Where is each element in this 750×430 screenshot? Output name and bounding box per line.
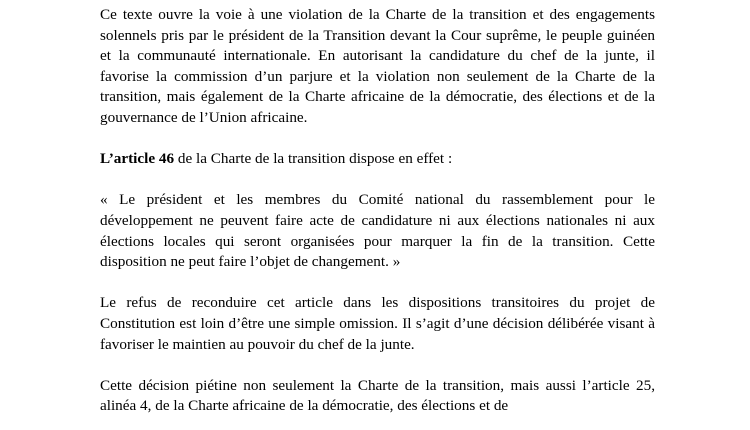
paragraph-text: Ce texte ouvre la voie à une violation de la Charte de la transition et des engagements solennels pris par le président de la Transition devant la Cour suprême, le peuple guinéen et la communauté internationale. En autorisant la candidature du chef de la junte, il favorise la commission d’un parjure et la violation non seulement de la Charte de la transition, mais également de la Charte africaine de la démocratie, des élections et de la gouvernance de l’Union africaine. (100, 6, 655, 126)
paragraph-text: Cette décision piétine non seulement la Charte de la transition, mais aussi l’article 25, alinéa 4, de la Charte africaine de la démocratie, des élections et de (100, 376, 655, 415)
paragraph-omission (100, 293, 655, 355)
article-46-reference: L’article 46 (100, 150, 175, 168)
paragraph-article-46-quote (100, 190, 655, 272)
paragraph-article-46-intro (100, 149, 655, 170)
paragraph-text: de la Charte de la transition dispose en effet : (174, 150, 453, 168)
paragraph-charter-violation (100, 5, 655, 129)
paragraph-article-25 (100, 376, 655, 417)
paragraph-text: Le refus de reconduire cet article dans les dispositions transitoires du projet de Constitution est loin d’être une simple omission. Il s’agit d’une décision délibérée visant à favoriser le maintien au pouvoir du chef de la junte. (100, 294, 655, 353)
document-body (100, 5, 655, 430)
quote-text: « Le président et les membres du Comité national du rassemblement pour le développement ne peuvent faire acte de candidature ni aux élections nationales ni aux élections locales qui seront organisées pour marquer la fin de la transition. Cette disposition ne peut faire l’objet de changement. » (100, 191, 655, 271)
